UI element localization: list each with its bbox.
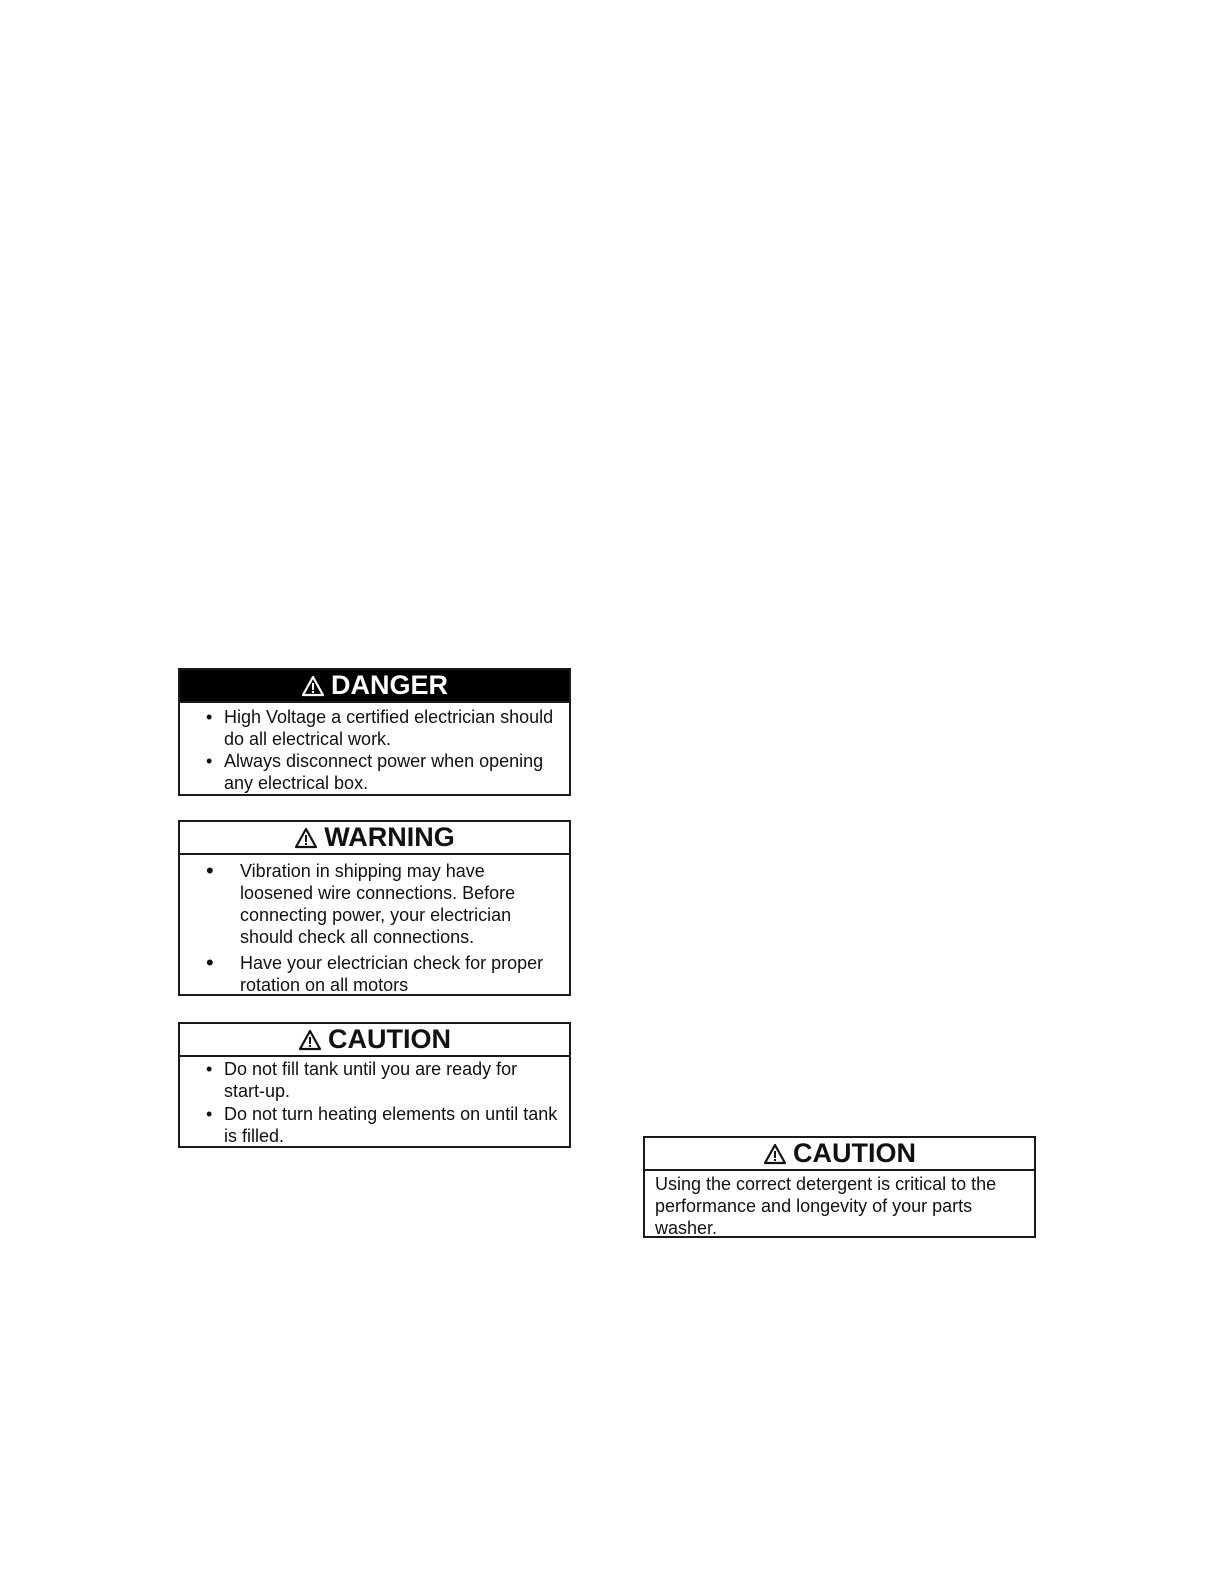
bullet: • bbox=[206, 1104, 213, 1124]
danger-item: • High Voltage a certified electrician should do all electrical work. bbox=[206, 707, 554, 749]
warning-item: • Have your electrician check for proper rotation on all motors bbox=[206, 950, 544, 995]
warning-triangle-icon bbox=[298, 1029, 322, 1051]
caution-detergent-body bbox=[645, 1171, 1034, 1239]
warning-body bbox=[180, 855, 569, 996]
danger-header bbox=[180, 670, 569, 703]
bullet: • bbox=[206, 950, 214, 975]
bullet: • bbox=[206, 1059, 213, 1079]
caution-tank-header bbox=[180, 1024, 569, 1057]
danger-notice bbox=[178, 668, 571, 796]
danger-title: DANGER bbox=[330, 670, 448, 700]
caution-tank-item: • Do not fill tank until you are ready for start-up. bbox=[206, 1059, 518, 1101]
bullet: • bbox=[206, 858, 214, 883]
caution-detergent-notice bbox=[643, 1136, 1036, 1238]
caution-detergent-title: CAUTION bbox=[793, 1138, 916, 1168]
warning-triangle-icon bbox=[294, 827, 318, 849]
caution-detergent-header bbox=[645, 1138, 1034, 1171]
warning-item: • Vibration in shipping may have loosened wire connections. Before connecting power, your electrician should check all connections. bbox=[206, 858, 516, 947]
warning-notice bbox=[178, 820, 571, 996]
danger-body bbox=[180, 703, 569, 794]
bullet: • bbox=[206, 751, 213, 771]
warning-header bbox=[180, 822, 569, 855]
warning-triangle-icon bbox=[763, 1143, 787, 1165]
caution-tank-title: CAUTION bbox=[328, 1024, 451, 1054]
caution-tank-body bbox=[180, 1057, 569, 1147]
caution-detergent-text: Using the correct detergent is critical to the performance and longevity of your parts washer. bbox=[655, 1174, 997, 1238]
bullet: • bbox=[206, 707, 213, 727]
warning-title: WARNING bbox=[324, 822, 455, 852]
warning-triangle-icon bbox=[301, 675, 325, 697]
caution-tank-item: • Do not turn heating elements on until tank is filled. bbox=[206, 1104, 558, 1146]
caution-tank-notice bbox=[178, 1022, 571, 1148]
danger-item: • Always disconnect power when opening any electrical box. bbox=[206, 751, 544, 793]
